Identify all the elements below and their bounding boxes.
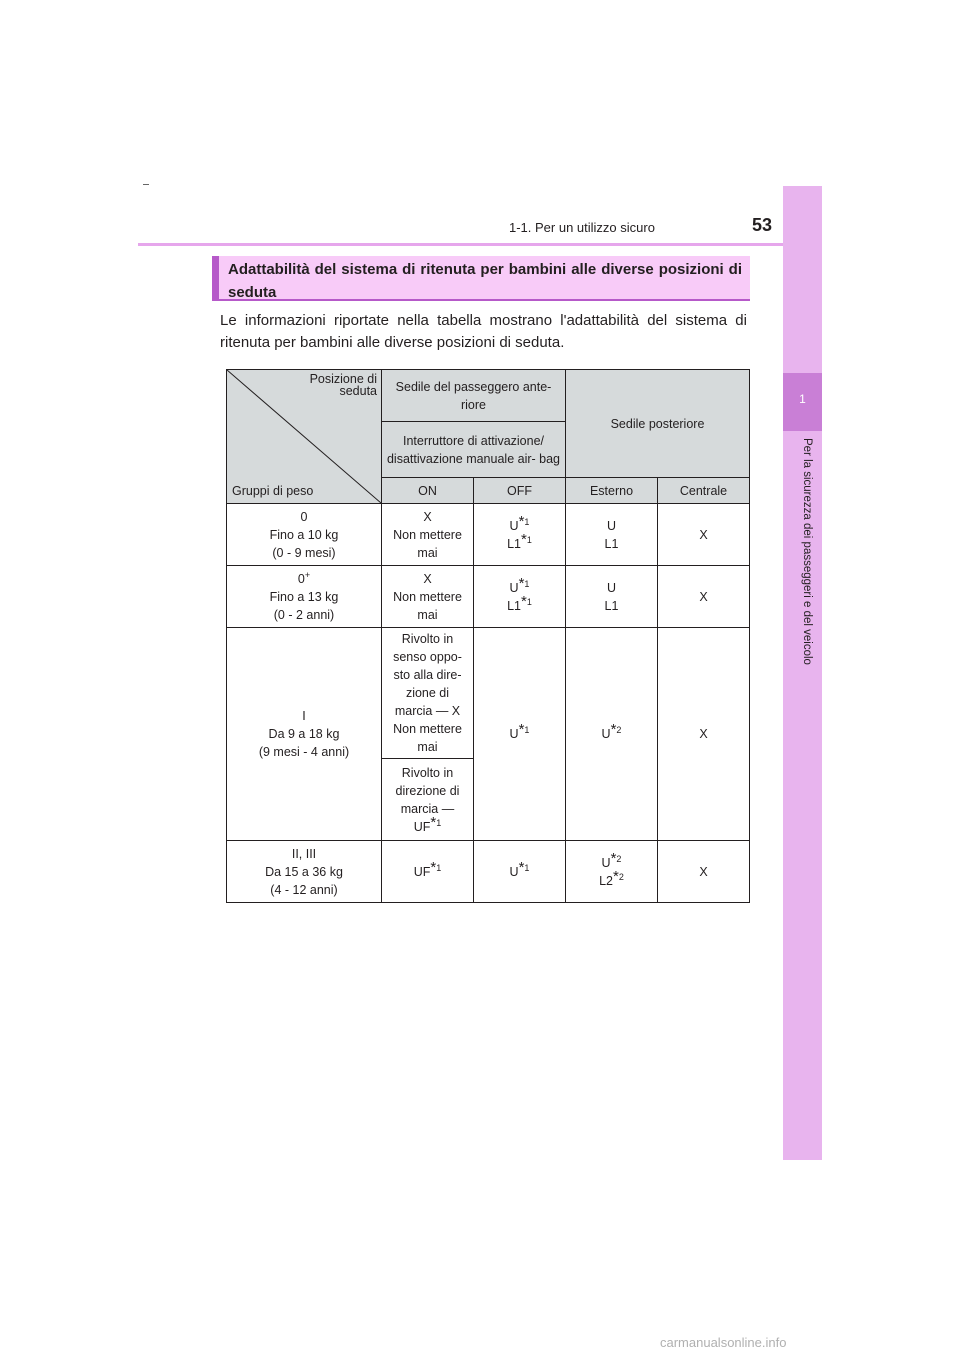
- footnote-star: *: [518, 858, 525, 876]
- cell-value: U: [601, 727, 611, 741]
- header-mark: [143, 184, 149, 185]
- footnote-star: *: [430, 813, 437, 831]
- footnote-star: *: [610, 721, 617, 738]
- footnote-star: *: [610, 849, 617, 867]
- plus-mark: +: [304, 569, 311, 580]
- on-cell: [382, 841, 474, 903]
- outer-cell: [566, 566, 658, 628]
- footnote-star: *: [518, 721, 525, 738]
- table-row: [227, 566, 750, 628]
- group-age: (9 mesi - 4 anni): [258, 745, 350, 759]
- col-off: OFF: [474, 478, 566, 504]
- cell-value: X: [423, 509, 432, 524]
- center-cell: X: [658, 566, 750, 628]
- cell-value: U: [509, 518, 519, 533]
- footnote-ref: 1: [524, 862, 530, 873]
- cell-value: U: [509, 727, 519, 741]
- cell-value: U: [606, 580, 617, 595]
- footnote-ref: 2: [616, 725, 622, 735]
- rear-seat-header: Sedile posteriore: [566, 370, 750, 478]
- footnote-ref: 1: [524, 516, 530, 527]
- group-cell: [227, 504, 382, 566]
- header-rule: [138, 243, 822, 246]
- footnote-ref: 1: [526, 596, 532, 607]
- on-cell: [382, 504, 474, 566]
- footnote-ref: 1: [436, 862, 442, 873]
- cell-value: U: [606, 518, 617, 533]
- footnote-star: *: [518, 574, 525, 592]
- weight-group-label: Gruppi di peso: [232, 484, 314, 498]
- page-number: 53: [752, 215, 773, 235]
- group-age: (4 - 12 anni): [270, 882, 338, 897]
- chapter-title: Per la sicurezza dei passeggeri e del veicolo: [801, 438, 813, 665]
- table-row: [227, 841, 750, 903]
- center-cell: X: [658, 628, 750, 841]
- cell-value: L1: [604, 536, 619, 551]
- center-cell: X: [658, 841, 750, 903]
- watermark: carmanualsonline.info: [660, 1335, 787, 1350]
- cell-value: U: [509, 580, 519, 595]
- cell-note: Non mettere mai: [393, 527, 462, 560]
- group-weight: Da 15 a 36 kg: [265, 864, 343, 879]
- cell-value: U: [509, 864, 519, 879]
- group-weight: Da 9 a 18 kg: [268, 727, 340, 741]
- group-cell: [227, 566, 382, 628]
- footnote-ref: 1: [436, 817, 442, 828]
- footnote-ref: 1: [526, 534, 532, 545]
- col-on: ON: [382, 478, 474, 504]
- front-seat-header: Sedile del passeggero ante- riore: [382, 370, 566, 422]
- on-cell: [382, 566, 474, 628]
- section-ref: 1-1. Per un utilizzo sicuro: [509, 220, 655, 235]
- cell-value: L2: [599, 873, 614, 888]
- table-row: [227, 504, 750, 566]
- airbag-switch-header: Interruttore di attivazione/ disattivazione manuale air- bag: [382, 422, 566, 478]
- table-corner-header: [227, 370, 382, 504]
- cell-value: U: [601, 855, 611, 870]
- group-age: (0 - 9 mesi): [272, 545, 336, 560]
- group-name: I: [302, 709, 306, 723]
- cell-value: UF: [413, 819, 431, 834]
- footnote-star: *: [521, 592, 527, 610]
- off-cell: [474, 628, 566, 841]
- footnote-ref: 2: [616, 853, 622, 864]
- footnote-ref: 2: [618, 871, 624, 882]
- cell-value: UF: [413, 864, 431, 879]
- footnote-star: *: [430, 858, 437, 876]
- group-age: (0 - 2 anni): [273, 607, 335, 622]
- compatibility-table: [226, 369, 750, 903]
- footnote-star: *: [613, 867, 619, 885]
- center-cell: X: [658, 504, 750, 566]
- col-outer: Esterno: [566, 478, 658, 504]
- intro-paragraph: Le informazioni riportate nella tabella mostrano l'adattabilità del sistema di ritenuta per bambini alle diverse posizioni di seduta.: [220, 312, 747, 351]
- group-name: II, III: [291, 846, 317, 861]
- cell-note: Non mettere mai: [393, 722, 462, 754]
- group-weight: Fino a 10 kg: [269, 527, 339, 542]
- outer-cell: [566, 504, 658, 566]
- forward-facing-note: Rivolto in direzione di marcia —: [395, 765, 460, 816]
- cell-value: L1: [507, 536, 522, 551]
- group-name: 0: [297, 571, 305, 586]
- cell-value: X: [423, 571, 432, 586]
- off-cell: [474, 566, 566, 628]
- cell-value: L1: [507, 598, 522, 613]
- footnote-ref: 1: [524, 725, 530, 735]
- outer-cell: [566, 841, 658, 903]
- group-cell: [227, 841, 382, 903]
- seat-position-label: Posizione di seduta: [309, 372, 377, 398]
- group-cell: [227, 628, 382, 841]
- footnote-ref: 1: [524, 578, 530, 589]
- footnote-star: *: [521, 530, 527, 548]
- group-name: 0: [300, 509, 308, 524]
- cell-note: Non mettere mai: [393, 589, 462, 622]
- section-title: Adattabilità del sistema di ritenuta per bambini alle diverse posizioni di seduta: [212, 256, 750, 301]
- on-cell: [382, 759, 474, 841]
- cell-value: L1: [604, 598, 619, 613]
- off-cell: [474, 504, 566, 566]
- chapter-number: 1: [799, 392, 806, 406]
- rear-facing-note: Rivolto in senso oppo- sto alla dire- zione di marcia — X: [393, 632, 462, 718]
- col-center: Centrale: [658, 478, 750, 504]
- on-cell: [382, 628, 474, 759]
- table-row: [227, 628, 750, 759]
- outer-cell: [566, 628, 658, 841]
- group-weight: Fino a 13 kg: [269, 589, 339, 604]
- off-cell: [474, 841, 566, 903]
- footnote-star: *: [518, 512, 525, 530]
